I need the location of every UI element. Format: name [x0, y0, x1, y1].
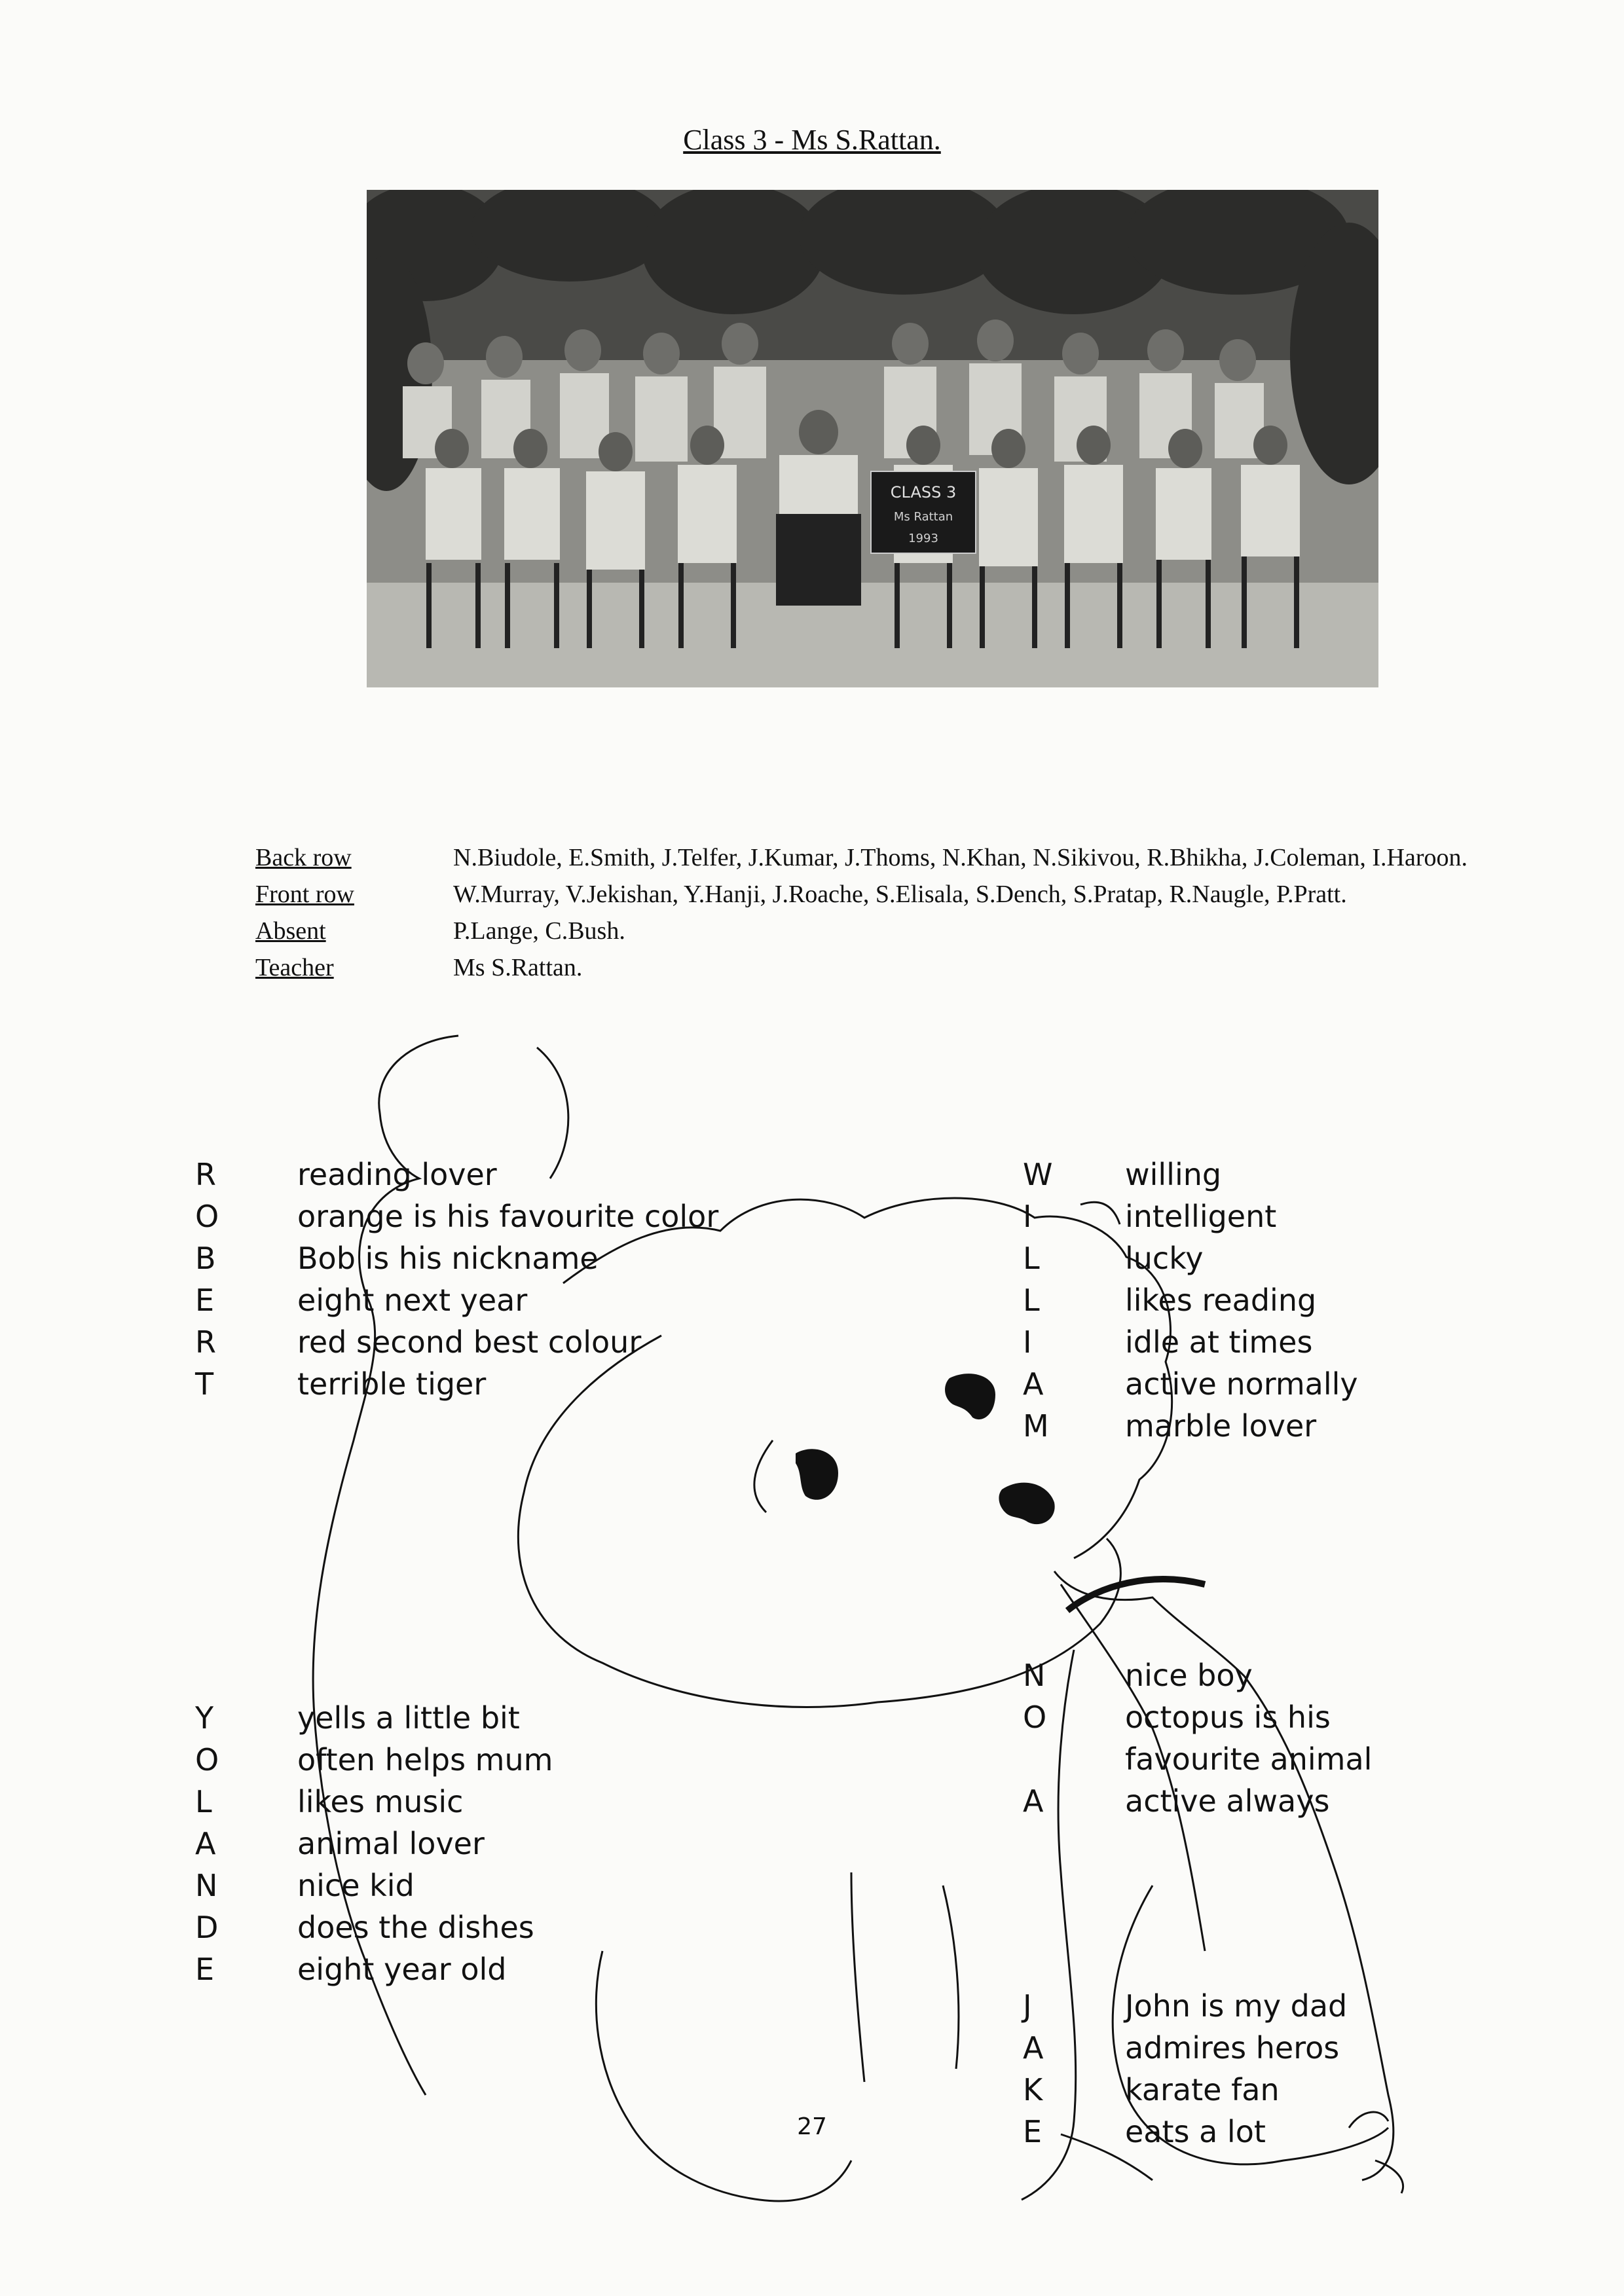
- acrostic-phrase: Bob is his nicknamе: [297, 1241, 599, 1276]
- acrostic-phrase: nice boy: [1125, 1658, 1253, 1693]
- acrostic-phrase: octopus is his: [1125, 1700, 1331, 1735]
- acrostic-phrase: yells a little bit: [297, 1700, 520, 1736]
- acrostic-phrase: animal lover: [297, 1826, 485, 1861]
- acrostic-phrase: nice kid: [297, 1868, 415, 1903]
- acrostic-phrase: favourite animal: [1125, 1741, 1373, 1777]
- page-title: Class 3 - Ms S.Rattan.: [683, 124, 941, 156]
- acrostic-line: [195, 1948, 553, 1990]
- acrostic-phrase: terrible tiger: [297, 1366, 487, 1402]
- caption-front-row: [255, 876, 1486, 913]
- acrostic-letter: D: [195, 1910, 219, 1945]
- acrostic-phrase: active normally: [1125, 1366, 1358, 1402]
- acrostic-jake: [1023, 1985, 1347, 2153]
- acrostic-line: [1023, 2027, 1347, 2069]
- acrostic-letter: A: [1023, 1783, 1044, 1819]
- acrostic-line: [195, 1823, 553, 1865]
- acrostic-letter: N: [195, 1868, 218, 1903]
- acrostic-letter: E: [195, 1283, 215, 1318]
- acrostic-letter: M: [1023, 1408, 1049, 1444]
- acrostic-phrase: lucky: [1125, 1241, 1204, 1276]
- acrostic-line: [1023, 1321, 1358, 1363]
- acrostic-line: [195, 1195, 718, 1237]
- acrostic-line: [195, 1906, 553, 1948]
- acrostic-line: [1023, 1654, 1372, 1696]
- acrostic-line: [195, 1237, 718, 1279]
- acrostic-letter: L: [1023, 1283, 1040, 1318]
- acrostic-letter: [1023, 1738, 1125, 1780]
- acrostic-letter: O: [195, 1199, 219, 1234]
- acrostic-phrase: reading lover: [297, 1157, 497, 1192]
- acrostic-letter: Y: [195, 1700, 214, 1736]
- acrostic-letter: K: [1023, 2072, 1043, 2107]
- acrostic-letter: E: [1023, 2114, 1043, 2149]
- caption-label: Teacher: [255, 954, 334, 981]
- acrostic-letter: T: [195, 1366, 214, 1402]
- acrostic-letter: L: [195, 1784, 212, 1819]
- acrostic-line: [1023, 1237, 1358, 1279]
- caption-names: Ms S.Rattan.: [453, 954, 583, 981]
- acrostic-phrase: eight year old: [297, 1952, 507, 1987]
- acrostic-phrase: karate fan: [1125, 2072, 1280, 2107]
- acrostic-letter: N: [1023, 1658, 1046, 1693]
- acrostic-letter: E: [195, 1952, 215, 1987]
- acrostic-yolande: [195, 1697, 553, 1990]
- acrostic-letter: R: [195, 1324, 216, 1360]
- acrostic-william: [1023, 1154, 1358, 1447]
- acrostic-phrase: idle at times: [1125, 1324, 1313, 1360]
- caption-teacher: [255, 949, 1486, 986]
- acrostic-phrase: orange is his favourite color: [297, 1199, 719, 1234]
- acrostic-phrase: John is my dad: [1125, 1988, 1348, 2024]
- acrostic-line: [195, 1865, 553, 1906]
- caption-label: Front row: [255, 881, 354, 908]
- acrostic-letter: J: [1023, 1988, 1032, 2024]
- acrostic-letter: O: [1023, 1700, 1047, 1735]
- acrostic-line: [1023, 1738, 1372, 1780]
- acrostic-line: [1023, 1696, 1372, 1738]
- acrostic-phrase: admires heros: [1125, 2030, 1340, 2066]
- acrostic-phrase: red second best colour: [297, 1324, 642, 1360]
- acrostic-phrase: likes music: [297, 1784, 464, 1819]
- board-line-1: CLASS 3: [890, 483, 957, 501]
- acrostic-noa: [1023, 1654, 1372, 1822]
- caption-label: Absent: [255, 917, 326, 945]
- acrostic-line: [195, 1154, 718, 1195]
- acrostic-line: [1023, 2069, 1347, 2111]
- acrostic-phrase: marble lover: [1125, 1408, 1317, 1444]
- acrostic-line: [1023, 1405, 1358, 1447]
- acrostic-phrase: eight next year: [297, 1283, 528, 1318]
- acrostic-phrase: active always: [1125, 1783, 1330, 1819]
- page-number: 27: [797, 2113, 827, 2140]
- caption-names: N.Biudole, E.Smith, J.Telfer, J.Kumar, J.Thoms, N.Khan, N.Sikivou, R.Bhikha, J.Coleman, I.Haroon.: [453, 844, 1468, 871]
- caption-names: P.Lange, C.Bush.: [453, 917, 625, 945]
- caption-absent: [255, 913, 1486, 949]
- acrostic-line: [195, 1363, 718, 1405]
- caption-back-row: [255, 839, 1486, 876]
- acrostic-line: [1023, 1154, 1358, 1195]
- acrostic-line: [195, 1279, 718, 1321]
- acrostic-phrase: does the dishes: [297, 1910, 534, 1945]
- acrostic-phrase: eats a lot: [1125, 2114, 1266, 2149]
- board-line-2: Ms Rattan: [893, 510, 953, 524]
- caption-label: Back row: [255, 844, 352, 871]
- acrostic-line: [195, 1697, 553, 1739]
- acrostic-phrase: willing: [1125, 1157, 1222, 1192]
- acrostic-letter: B: [195, 1241, 216, 1276]
- acrostic-phrase: likes reading: [1125, 1283, 1317, 1318]
- acrostic-line: [195, 1739, 553, 1781]
- board-line-3: 1993: [908, 532, 938, 545]
- acrostic-line: [195, 1321, 718, 1363]
- caption-names: W.Murray, V.Jekishan, Y.Hanji, J.Roache, S.Elisala, S.Dench, S.Pratap, R.Naugle, P.Pratt.: [453, 881, 1347, 908]
- class-photo: [367, 190, 1378, 687]
- acrostic-phrase: intelligent: [1125, 1199, 1277, 1234]
- acrostic-letter: L: [1023, 1241, 1040, 1276]
- acrostic-line: [1023, 1279, 1358, 1321]
- acrostic-line: [1023, 1780, 1372, 1822]
- photo-caption: [255, 839, 1486, 986]
- acrostic-letter: W: [1023, 1157, 1053, 1192]
- acrostic-line: [1023, 1985, 1347, 2027]
- acrostic-line: [1023, 1363, 1358, 1405]
- acrostic-letter: A: [1023, 2030, 1044, 2066]
- acrostic-letter: R: [195, 1157, 216, 1192]
- acrostic-letter: A: [195, 1826, 216, 1861]
- acrostic-letter: I: [1023, 1324, 1032, 1360]
- acrostic-line: [1023, 1195, 1358, 1237]
- acrostic-line: [1023, 2111, 1347, 2153]
- acrostic-phrase: often helps mum: [297, 1742, 553, 1777]
- acrostic-letter: O: [195, 1742, 219, 1777]
- acrostic-letter: A: [1023, 1366, 1044, 1402]
- acrostic-line: [195, 1781, 553, 1823]
- acrostic-robert: [195, 1154, 718, 1405]
- acrostic-letter: I: [1023, 1199, 1032, 1234]
